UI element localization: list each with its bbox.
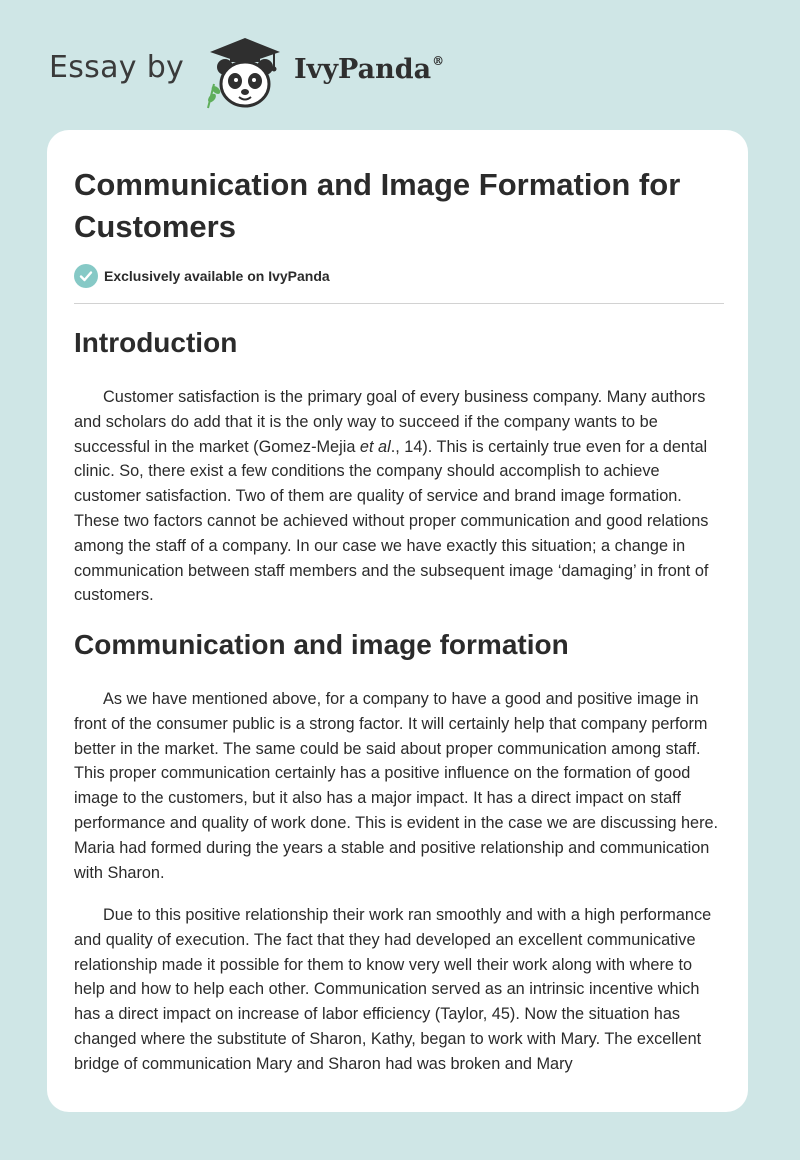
body-paragraph: Due to this positive relationship their work ran smoothly and with a high performance and quality of execution. The fact that they had developed an excellent communicative relationship made it possible for them to know very well their work along with where to help and how to help each other. Communication served as an intrinsic incentive which has a direct impact on increase of labor efficiency (Taylor, 45). Now the situation has changed where the substitute of Sharon, Kathy, began to work with Mary. The excellent bridge of communication Mary and Sharon had was broken and Mary xyxy=(74,906,712,1073)
intro-paragraph: Customer satisfaction is the primary goal of every business company. Many authors and scholars do add that it is the only way to succeed if the company wants to be successful in the market (Gomez-Mejia et al., 14). This is certainly true even for a dental clinic. So, there exist a few conditions the company should accomplish to achieve customer satisfaction. Two of them are quality of service and brand image formation. These two factors cannot be achieved without proper communication and good relations among the staff of a company. In our case we have exactly this situation; a change in communication between staff members and the subsequent image ‘damaging’ in front of customers. xyxy=(74,388,709,605)
leaf-icon xyxy=(206,84,221,108)
site-header xyxy=(0,0,800,130)
brand-prefix: Essay by xyxy=(49,50,185,85)
badge-text: Exclusively available on IvyPanda xyxy=(104,268,330,284)
brand-name[interactable]: IvyPanda® xyxy=(294,54,445,85)
essay-card xyxy=(47,130,748,1112)
check-icon xyxy=(74,264,98,288)
divider xyxy=(74,303,724,304)
section-heading-communication: Communication and image formation xyxy=(74,629,569,660)
section-heading-introduction: Introduction xyxy=(74,327,238,358)
panda-mascot-logo-icon[interactable] xyxy=(200,34,290,110)
page-title: Communication and Image Formation for Customers xyxy=(74,167,681,244)
exclusive-badge xyxy=(74,263,330,289)
body-paragraph: As we have mentioned above, for a company to have a good and positive image in front of the consumer public is a strong factor. It will certainly help that company perform better in the market. The same could be said about proper communication among staff. This proper communication certainly has a positive influence on the formation of good image to the customers, but it also has a major impact. It has a direct impact on staff performance and quality of work done. This is evident in the case we are discussing here. Maria had formed during the years a stable and positive relationship and communication with Sharon. xyxy=(74,690,719,882)
registered-mark: ® xyxy=(432,54,445,68)
